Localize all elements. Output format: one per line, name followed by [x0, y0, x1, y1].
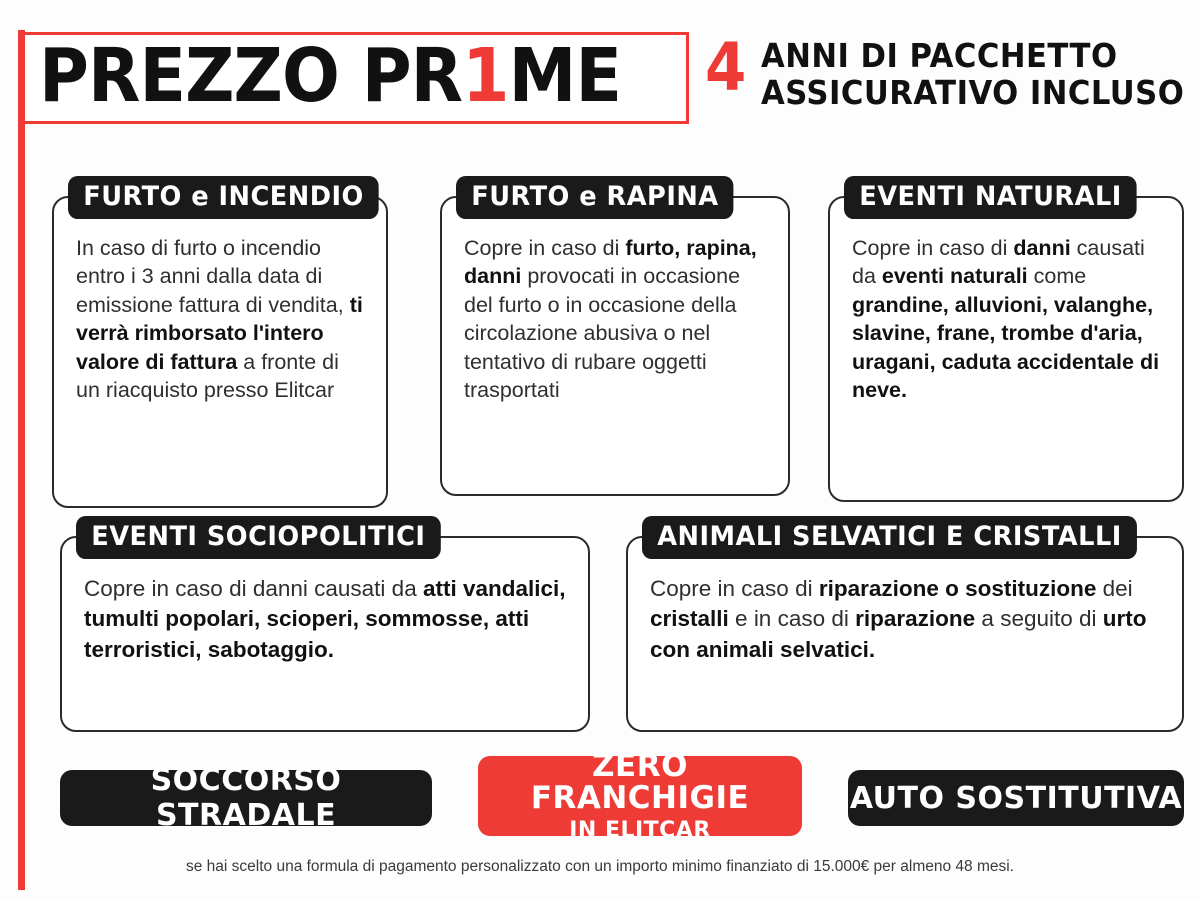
card-body: Copre in caso di riparazione o sostituzione dei cristalli e in caso di riparazione a seguito di urto con animali selvatici. [650, 576, 1147, 662]
card-title: FURTO e RAPINA [456, 176, 734, 219]
header-subtitle-group [704, 29, 1200, 112]
footnote: se hai scelto una formula di pagamento personalizzato con un importo minimo finanziato di 15.000€ per almeno 48 mesi. [185, 858, 1014, 875]
pill-zero-line-1: ZERO FRANCHIGIE [530, 747, 750, 817]
card-body: Copre in caso di furto, rapina, danni provocati in occasione del furto o in occasione della circolazione abusiva o nel tentativo di rubare oggetti trasportati [464, 236, 757, 402]
card-title: FURTO e INCENDIO [68, 176, 379, 219]
page-title [39, 33, 622, 119]
card-title: ANIMALI SELVATICI E CRISTALLI [642, 516, 1137, 559]
left-accent-bar [18, 30, 25, 890]
pill-auto-sostitutiva: AUTO SOSTITUTIVA [848, 770, 1184, 826]
page-title-part1: PREZZO PR [39, 33, 463, 119]
pill-zero-franchigie [478, 747, 802, 843]
page-title-part2: ME [508, 33, 622, 119]
card-furto-e-incendio [52, 181, 388, 508]
header-subtitle-line-2: ASSICURATIVO INCLUSO [760, 72, 1184, 112]
card-body: Copre in caso di danni causati da atti vandalici, tumulti popolari, scioperi, sommosse, atti terroristici, sabotaggio. [84, 576, 566, 662]
card-eventi-naturali [828, 181, 1184, 502]
title-box [22, 32, 689, 124]
page-title-highlight: 1 [462, 33, 509, 119]
card-body: In caso di furto o incendio entro i 3 anni dalla data di emissione fattura di vendita, ti verrà rimborsato l'intero valore di fattura a fronte di un riacquisto presso Elitcar [76, 236, 363, 402]
card-body: Copre in caso di danni causati da eventi naturali come grandine, alluvioni, valanghe, slavine, frane, trombe d'aria, uragani, caduta accidentale di neve. [852, 236, 1160, 402]
card-title: EVENTI SOCIOPOLITICI [76, 516, 441, 559]
header [22, 29, 1200, 124]
card-furto-e-rapina [440, 181, 790, 496]
header-subtitle [761, 38, 1184, 112]
pill-soccorso-stradale: SOCCORSO STRADALE [60, 770, 432, 826]
years-badge: 4 [704, 29, 747, 106]
card-title: EVENTI NATURALI [844, 176, 1137, 219]
pill-zero-line-2: IN ELITCAR [569, 818, 711, 843]
card-animali-selvatici-e-cristalli [626, 521, 1184, 732]
card-eventi-sociopolitici [60, 521, 590, 732]
header-subtitle-line-1: ANNI DI PACCHETTO [760, 36, 1118, 75]
